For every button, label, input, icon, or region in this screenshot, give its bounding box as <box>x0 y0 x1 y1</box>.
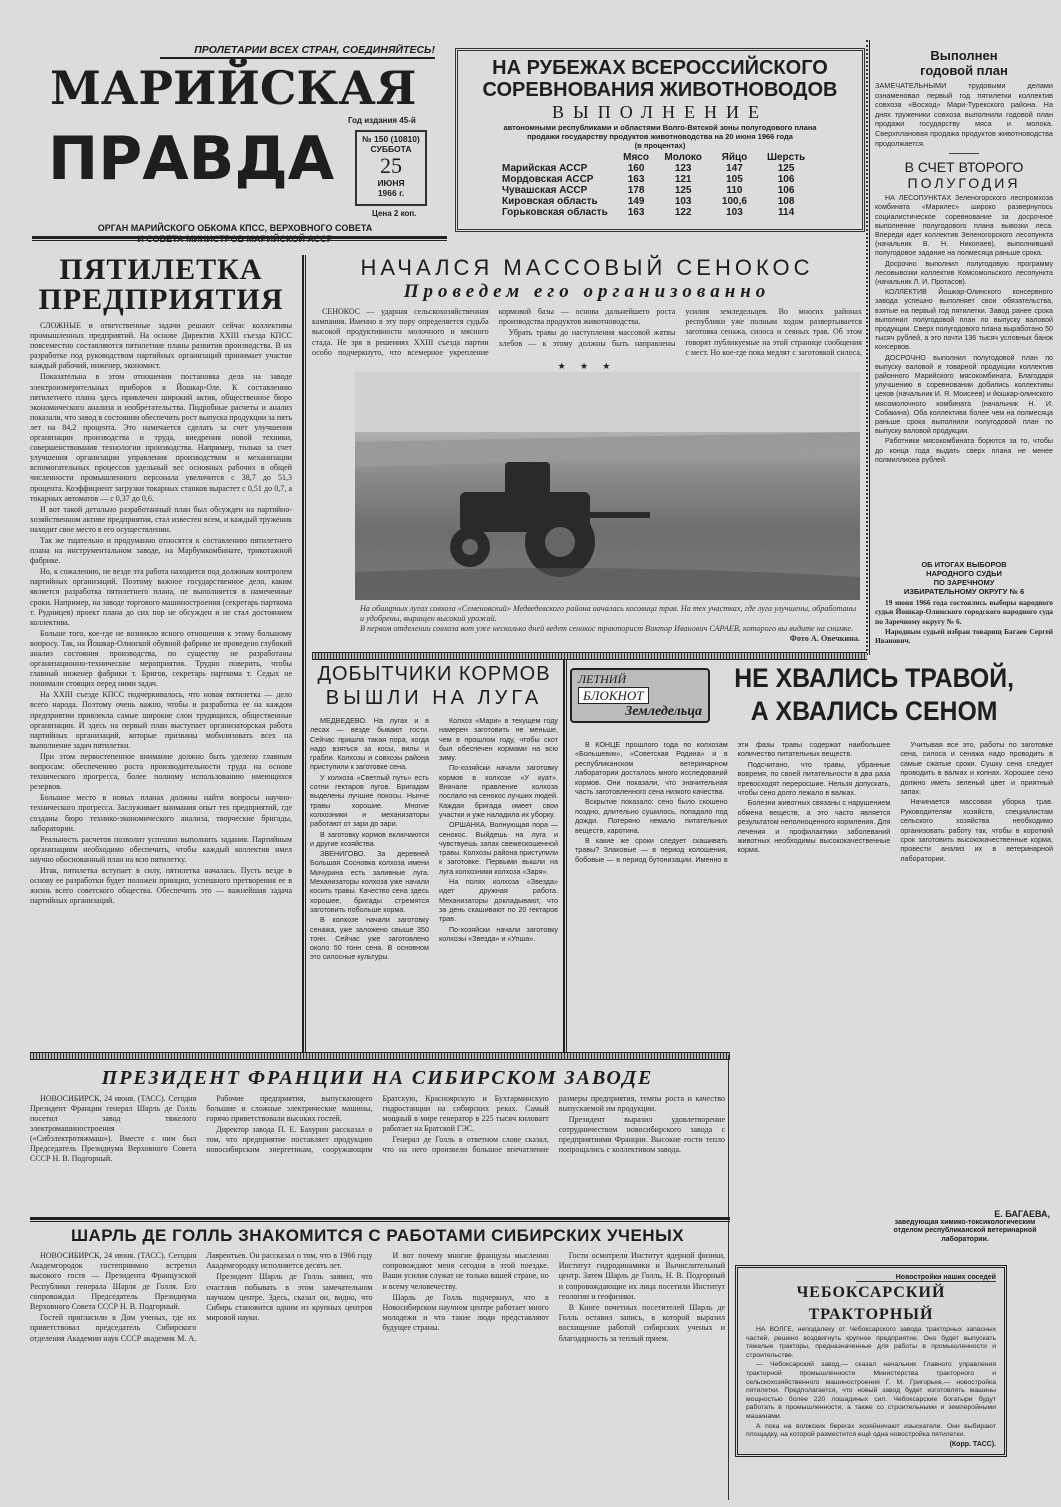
table-cell: 149 <box>627 196 645 207</box>
fodder-title1: ДОБЫТЧИКИ КОРМОВ <box>317 663 551 685</box>
competition-title2: СОРЕВНОВАНИЯ ЖИВОТНОВОДОВ <box>482 79 838 101</box>
paragraph: В какие же сроки следует скашивать травы? Злаковые — в период колошения, бобовые — в период бутонизации. Именно в эти фазы травы содержат наибольшее количество питательных веществ. <box>575 740 891 864</box>
five-year-title1: ПЯТИЛЕТКА <box>59 255 263 286</box>
five-year-title2: ПРЕДПРИЯТИЯ <box>38 283 284 316</box>
election-title2: НАРОДНОГО СУДЬИ <box>926 569 1002 578</box>
competition-desc <box>466 123 854 150</box>
table-cell: 103 <box>726 207 743 218</box>
paragraph: СЕНОКОС — ударная сельскохозяйственная кампания. Именно в эту пору определяется судьба высокой продуктивности молочного и мясного стада. Не зря в решениях XXIII съезда партии особо подчеркнуто, что всемерное укрепление кормовой базы — основа дальнейшего роста производства продуктов животноводства. <box>312 307 676 357</box>
table-cell: 163 <box>627 207 645 218</box>
half-text <box>875 194 1053 465</box>
election-title <box>875 560 1053 596</box>
paragraph: Подсчитано, что травы, убранные вовремя, по своей питательности в два раза превосходят переросшие. Нельзя допускать, чтобы сено долго лежало в валках. <box>737 759 891 798</box>
column-rule <box>563 660 567 1055</box>
date-year: 1966 г. <box>377 188 405 198</box>
paragraph: И вот почему многие французы мысленно сопровождают меня сегодня в этой поездке. Ваши усилия служат не только вашей стране, но и всему человечеству. <box>382 1251 549 1291</box>
table-cell: 114 <box>778 207 795 218</box>
price: Цена 2 коп. <box>372 209 417 218</box>
region-name: Марийская АССР <box>502 163 588 174</box>
issue-box <box>355 130 427 206</box>
organ-line2: И СОВЕТА МИНИСТРОВ МАРИЙСКОЙ АССР <box>137 234 333 244</box>
table-header <box>496 152 811 163</box>
table-cell: 123 <box>674 163 692 174</box>
paragraph: На полях колхоза «Звезда» идет дружная работа. Механизаторы докладывают, что за день скашивают по 20 гектаров трав. <box>439 877 558 924</box>
section-rule <box>30 1052 730 1060</box>
table-cell: 105 <box>726 174 743 185</box>
president-article <box>30 1066 725 1212</box>
plan-title <box>875 48 1053 78</box>
paragraph: Показательна в этом отношении постановка дела на заводе электроизмерительных приборов в Йошкар-Оле. К составлению пятилетнего плана здесь привлечен широкий актив, общественное бюро экономического анализа и изобретательства. Подробные расчеты и анализ показали, что завод в состоянии обеспечить рост выпуска продукции за пять лет на 84,2 процента. Это намечается сделать за счет улучшения организации производства и труда, внедрения новой техники, совершенствования технологии производства. Например, только за счет улучшения организации управления производством и механизации вспомогательных процессов удельный вес основных рабочих в общей численности промышленного персонала увеличится с 38,7 до 51,3 процента. Коэффициент загрузки токарных станков вырастет с 0,51 до 0,7, а токарных автоматов — с 0,37 до 0,6. <box>30 372 292 503</box>
paragraph: ДОСРОЧНО выполнил полугодовой план по выпуску валовой и товарной продукции коллектив районного Марийского мясокомбината. Благодаря улучшению в соревновании добились коллективы цехов (начальник И. Я. Моисеев) и йошкар-олинского мясомолочного комбината (начальник Н. И. Собакина). Оба коллектива более чем на полмесяца раньше срока выполнили полугодовой план по выпуску валовой продукции. <box>875 353 1053 436</box>
paragraph: НОВОСИБИРСК, 24 июня. (ТАСС). Сегодня Академгородок гостеприимно встретил высокого гостя — Президента Французской Республики генерала Шарля де Голля. Его сопровождал Председатель Президиума Верховного Совета СССР Н. В. Подгорный. <box>30 1251 197 1312</box>
paragraph: Большое место в новых планах должны найти вопросы научно-технического прогресса. Заслуживает внимания опыт тех предприятий, где созданы бюро технико-экономического анализа, творческие бригады, лаборатории. <box>30 793 292 833</box>
half-title <box>875 159 1053 191</box>
caption-line: На обширных лугах совхоза «Семеновский» Медведевского района началась косовица трав. На тех участках, где луга улучшены, обработаны и удобрены, выращен высокий урожай. <box>360 604 857 623</box>
paragraph: А пока на волжских берегах хозяйничают изыскатели. Они выбирают площадку, на которой разместится ещё одна новостройка пятилетки. <box>746 1422 996 1439</box>
table-cell: 121 <box>674 174 692 185</box>
competition-table <box>496 152 811 218</box>
table-cell: 100,6 <box>721 196 747 207</box>
paragraph: Президент выразил удовлетворение сотрудничеством новосибирского завода с предприятиями Франции. Высокие гости тепло попрощались с коллективом завода. <box>558 1115 725 1154</box>
fodder-text <box>310 716 558 962</box>
table-cell: 106 <box>777 174 795 185</box>
desc-line2: продажи государству продуктов животноводства на 20 июня 1966 года <box>527 132 793 141</box>
summer-text <box>575 740 1053 864</box>
paragraph: Гостей пригласили в Дом ученых, где их приветствовал председатель Сибирского отделения Академии наук СССР академик М. А. Лаврентьев. Он рассказал о том, что в 1966 году Академгородку исполняется десять лет. <box>30 1251 373 1343</box>
table-cell: 178 <box>627 185 645 196</box>
slogan: ПРОЛЕТАРИИ ВСЕХ СТРАН, СОЕДИНЯЙТЕСЬ! <box>160 43 435 59</box>
paragraph: Так же тщательно и продуманно относятся к составлению пятилетнего плана на инструментальном заводе, на Марбумкомбинате, трикотажной фабрике. <box>30 535 292 566</box>
section-rule <box>30 1217 730 1222</box>
table-cell: 125 <box>777 163 795 174</box>
paragraph: В Книге почетных посетителей Шарль де Голль оставил запись, в которой выразил восхищение работой сибирских ученых и благодарность за теплый прием. <box>558 1303 725 1343</box>
paragraph: Начинается массовая уборка трав. Руководителям хозяйств, специалистам сельского хозяйства необходимо организовать работу так, чтобы в короткий срок заготовить высококачественные корма, провести анализ их в ветеринарной лаборатории. <box>900 797 1053 863</box>
plan-title1: Выполнен <box>930 48 998 63</box>
degaulle-article <box>30 1225 725 1344</box>
table-cell: 122 <box>674 207 692 218</box>
column-rule <box>302 255 306 1055</box>
region-name: Чувашская АССР <box>502 185 588 196</box>
paragraph: Учитывая все это, работы по заготовке сена, силоса и сенажа надо проводить в самые сжатые сроки. Сушку сена следует проводить в валках и копнах. Хорошее сено должно иметь зеленый цвет и приятный запах. <box>900 740 1053 797</box>
paragraph: В КОНЦЕ прошлого года по колхозам «Большевик», «Советская Родина» и в республиканском ветеринарном лаборатории досталось много исследований кормов. Они показали, что значительная часть заготовленного сена низкого качества. <box>575 740 728 797</box>
masthead <box>30 40 450 244</box>
organ-line1: ОРГАН МАРИЙСКОГО ОБКОМА КПСС, ВЕРХОВНОГО СОВЕТА <box>97 223 373 233</box>
day: 25 <box>380 153 402 178</box>
table-cell: 106 <box>777 185 795 196</box>
table-row <box>496 196 811 207</box>
signature-name: Е. БАГАЕВА, <box>994 1209 1050 1219</box>
table-cell: 163 <box>627 174 645 185</box>
right-column <box>875 48 1053 466</box>
paragraph: Директор завода П. Е. Бахурин рассказал о том, что предприятие поставляет продукцию новосибирским энергетикам, сооружающим Братскую, Красноярскую и Бухтарминскую гидростанции на сибирских реках. Самый мощный в мире генератор в 225 тысяч киловатт работает на Братской ГЭС. <box>206 1094 549 1154</box>
five-year-article <box>30 255 292 1050</box>
section-rule <box>312 652 867 660</box>
paragraph: — Чебоксарский завод,— сказал начальник Главного управления тракторной промышленности Министерства тракторного и сельскохозяйственного машиностроения Г. М. Григорьев,— новостройка пятилетки. Предполагается, что новый завод будет изготовлять машины мощностью более 220 лошадиных сил. Чебоксарские богатыри будут работать в промышленности, а также со строительными и землеройными машинами. <box>746 1361 996 1420</box>
paragraph: Шарль де Голль подчеркнул, что в Новосибирском научном центре работает много молодежи и что такие люди представляют будущее страны. <box>382 1292 549 1333</box>
president-text <box>30 1094 725 1212</box>
paragraph: НА ВОЛГЕ, неподалеку от Чебоксарского завода тракторных запасных частей, решено воздвигнуть крупное предприятие. Оно будет выпускать тяжелые тракторы, предназначенные для работы в промышленности и строительстве. <box>746 1326 996 1359</box>
paragraph: СЛОЖНЫЕ и ответственные задачи решают сейчас коллективы промышленных предприятий. На основе Директив XXIII съезда КПСС повсеместно составляются пятилетние планы развития производства. В их разработке под руководством партийных организаций принимает участие каждый рабочий, инженер, экономист. <box>30 321 292 371</box>
paragraph: По-хозяйски начали заготовку кормов в колхозе «У куат». Вначале правление колхоза послало на сенокос лучших людей. Каждая бригада имеет свои участки и уже наладила их уборку. <box>439 763 558 819</box>
haymaking-photo <box>355 372 860 600</box>
paragraph: Досрочно выполнил полугодовую программу лесовывозки коллектив Комсомольского лесопункта (начальник Л. И. Протасов). <box>875 259 1053 286</box>
paragraph: И вот такой детально разработанный план был обсужден на партийно-хозяйственном активе предприятия, стал известен всем, и каждый труженик находит свое место в его осуществлении. <box>30 504 292 534</box>
five-year-text <box>30 321 292 906</box>
paragraph: На XXIII съезде КПСС подчеркивалось, что новая пятилетка — дело всего народа. Поэтому очень важно, чтобы и разработка ее на каждом предприятии привлекла самые широкие слои трудящихся, общественные организации. И здесь на первый план выступает организаторская работа партийных организаций, которые призваны мобилизовать всех на выполнение задач пятилетки. <box>30 690 292 750</box>
table-cell: 103 <box>674 196 692 207</box>
paragraph: В колхозе начали заготовку сенажа, уже заложено свыше 350 тонн. Сейчас уже заготовлено около 50 тонн сена. В основном это силосные культуры. <box>310 915 429 962</box>
paragraph: Работники мясокомбината борются за то, чтобы до конца года выдать сверх плана не менее полмиллиона рублей. <box>875 437 1053 464</box>
summer-title1: НЕ ХВАЛИСЬ ТРАВОЙ, <box>734 663 1014 693</box>
region-name: Кировская область <box>502 196 598 207</box>
election-text <box>875 598 1053 645</box>
table-row <box>496 207 811 218</box>
haymaking-text <box>312 307 862 359</box>
president-title: ПРЕЗИДЕНТ ФРАНЦИИ НА СИБИРСКОМ ЗАВОДЕ <box>101 1067 654 1089</box>
header-blank <box>496 152 614 163</box>
degaulle-text <box>30 1251 725 1344</box>
region-name: Горьковская область <box>502 207 608 218</box>
haymaking-article <box>312 255 862 372</box>
election-title4: ИЗБИРАТЕЛЬНОМУ ОКРУГУ № 6 <box>903 587 1025 596</box>
paragraph: Гости осмотрели Институт ядерной физики, Институт гидродинамики и Вычислительный центр. Затем Шарль де Голль, Н. В. Подгорный и сопровождающие их лица посетили Институт геологии и геофизики. <box>558 1251 725 1301</box>
tractor-text <box>746 1326 996 1440</box>
table-cell: 160 <box>627 163 645 174</box>
competition-subtitle: ВЫПОЛНЕНИЕ <box>552 102 768 122</box>
masthead-rule <box>32 236 447 241</box>
paragraph: Убрать травы до наступления массовой жатвы хлебов — к этому должны быть направлены усилия земледельцев. Во многих районах республики уже полным ходом развертывается заготовка сенажа, силоса и сеяных трав. Об этом говорят публикуемые на этой странице сообщения с мест. Но кое-где пока медлят с заготовкой силоса, <box>498 307 862 357</box>
table-cell: 147 <box>726 163 743 174</box>
column-rule <box>728 1055 729 1500</box>
weekday: СУББОТА <box>370 144 412 154</box>
tractor-rubric: Новостройки наших соседей <box>856 1274 996 1282</box>
five-year-title <box>30 255 292 315</box>
table-row <box>496 185 811 196</box>
title-line2: ПРАВДА <box>48 124 335 194</box>
fodder-title2: ВЫШЛИ НА ЛУГА <box>325 687 543 709</box>
summer-title <box>720 662 1028 728</box>
month: ИЮНЯ <box>377 178 405 188</box>
paragraph: Но, к сожалению, не везде эта работа находится под должным контролем партийных организаций. Поэтому важное государственное дело, каким является разработка пятилетнего плана, не выполняется в намеченные сроки. Например, на заводе торгового машиностроения (секретарь парткома т. Рудницев) проект плана до сих пор не обсужден и не стал достоянием коллектива. <box>30 567 292 627</box>
badge-line1: ЛЕТНИЙ <box>578 672 627 686</box>
table-row <box>496 163 811 174</box>
unit: (в процентах) <box>634 141 686 150</box>
paragraph: Болезни животных связаны с нарушением обмена веществ, а это часто является результатом неполноценного кормления. Для лечения и профилактики заболеваний животных необходимы высококачественные корма. <box>737 798 891 855</box>
paragraph: В заготовку кормов включаются и другие хозяйства. <box>310 829 429 848</box>
paragraph: НОВОСИБИРСК, 24 июня. (ТАСС). Сегодня Президент Франции генерал Шарль де Голль посетил завод тяжелого электромашиностроения («Сибэлектротяжмаш»). Вместе с ним был Председатель Президиума Верховного Совета СССР Н. В. Подгорный. <box>30 1094 197 1163</box>
paragraph: У колхоза «Светлый путь» есть сотни гектаров лугов. Бригадам выделены лучшие покосы. Нынче травы хорошие. Многие колхозники и механизаторы работают от зари до зари. <box>310 772 429 829</box>
paragraph: ОРШАНКА. Волнующая пора — сенокос. Выйдешь на луга и чувствуешь запах свежескошенной травы. Колхозы района приступили к заготовке. Первыми вышли на луга колхозники колхоза «Заря». <box>439 820 558 876</box>
fodder-article <box>310 662 558 1052</box>
organ-line <box>40 223 430 245</box>
paragraph: 19 июня 1966 года состоялись выборы народного судьи Йошкар-Олинского городского народного суда по Заречному округу № 6. <box>875 598 1053 626</box>
paragraph: Итак, пятилетка вступает в силу, пятилетка началась. Пусть везде в основу ее разработки будет положен принцип, успешного претворения ее в жизнь всего советского общества. Обеспечить это — важнейшая задача партийных организаций. <box>30 865 292 906</box>
haymaking-title: НАЧАЛСЯ МАССОВЫЙ СЕНОКОС <box>360 255 814 280</box>
half-title2: ПОЛУГОДИЯ <box>907 175 1021 192</box>
paragraph: Народным судьей избран товарищ Багаев Сергей Иванович. <box>875 626 1053 646</box>
paragraph: Президент Шарль де Голль заявил, что счастлив побывать в этом замечательном научном центре. Здесь, сказал он, видно, что Сибирь становится одним из крупных центров мировой науки. <box>206 1272 373 1323</box>
half-title1: В СЧЕТ ВТОРОГО <box>904 159 1024 176</box>
table-cell: 110 <box>726 185 743 196</box>
summer-badge <box>570 668 710 723</box>
tractor-credit: (Корр. ТАСС). <box>949 1440 996 1448</box>
paragraph: Больше того, кое-где не возникло ясного отношения к этому большому вопросу. Так, на Йошкар-Олинской обувной фабрике не проведено глубокий анализ состояния производства, по существу не разработаны организационно-технические мероприятия. Трудно поверить, чтобы главный инженер фабрики т. Бригов, секретарь парткома т. Седых не понимали стоящих перед ними задач. <box>30 628 292 689</box>
photo-caption <box>360 604 860 644</box>
paragraph: МЕДВЕДЕВО. На лугах и в лесах — везде бывают гости. Сейчас пришла такая пора, когда надо взяться за косы, вилы и грабли. Колхозы и совхозы района приступили к заготовке сена. <box>310 716 429 772</box>
badge-line2: БЛОКНОТ <box>578 687 649 704</box>
summer-title2: А ХВАЛИСЬ СЕНОМ <box>750 696 998 726</box>
election-title1: ОБ ИТОГАХ ВЫБОРОВ <box>921 560 1007 569</box>
haymaking-subtitle: Проведем его организованно <box>403 281 771 302</box>
plan-title2: годовой план <box>920 63 1008 78</box>
title-line1: МАРИЙСКАЯ <box>50 61 417 115</box>
paragraph: Реальность расчетов позволит успешно выполнить задания. Партийным организациям необходимо обеспечить, чтобы каждый коллектив имел научно обоснованный план на всю пятилетку. <box>30 834 292 864</box>
paragraph: Колхоз «Мари» в текущем году намерен заготовить не меньше, чем в прошлом году, чтобы скот был обеспечен кормами на всю зиму. <box>439 716 558 763</box>
tractor-box <box>735 1265 1007 1457</box>
col-header: Шерсть <box>766 152 806 163</box>
competition-box <box>455 48 865 232</box>
photo-credit: Фото А. Овечкина. <box>789 634 860 643</box>
degaulle-title: ШАРЛЬ ДЕ ГОЛЛЬ ЗНАКОМИТСЯ С РАБОТАМИ СИБИРСКИХ УЧЕНЫХ <box>70 1226 685 1245</box>
right-column-rule <box>866 40 870 655</box>
table-row <box>496 174 811 185</box>
paragraph: Генерал де Голль в ответном слове сказал, что на него произвели большое впечатление размеры предприятия, темпы роста и качество выпускаемой им продукции. <box>382 1094 725 1154</box>
issue-number: № 150 (10810) <box>362 134 420 144</box>
desc-line1: автономными республиками и областями Волго-Вятской зоны полугодового плана <box>503 123 817 132</box>
plan-text: ЗАМЕЧАТЕЛЬНЫМИ трудовыми делами ознаменовал первый год пятилетки коллектив совхоза «Восход» Мари-Турекского района. На днях труженики совхоза выполнили годовой план продажи государству мяса и молока. Сверхплановая продажа продуктов животноводства продолжается. <box>875 81 1053 148</box>
table-cell: 108 <box>777 196 795 207</box>
paragraph: НА ЛЕСОПУНКТАХ Зеленогорского леспромхоза комбината «Марилес» широко развернулось социалистическое соревнование за досрочное выполнение полугодового плана вывозки леса. Впереди идет коллектив Зеленогорского лесопункта (начальник В. Н. Николаев), выполнивший полугодовое задание на полмесяца раньше срока. <box>875 194 1053 258</box>
stars: ★ ★ ★ <box>557 361 617 371</box>
badge-line3: Земледельца <box>625 704 702 719</box>
tractor-title: ЧЕБОКСАРСКИЙ ТРАКТОРНЫЙ <box>796 1284 946 1323</box>
paragraph: При этом первостепенное внимание должно быть уделено главным вопросам: обеспечению роста производительности труда на основе технического прогресса, более полному использованию имеющихся резервов. <box>30 751 292 792</box>
region-name: Мордовская АССР <box>502 174 594 185</box>
edition-year: Год издания 45-й <box>348 116 416 125</box>
fodder-title <box>310 662 558 710</box>
table-cell: 125 <box>674 185 692 196</box>
col-header: Мясо <box>623 152 649 163</box>
col-header: Яйцо <box>721 152 748 163</box>
paragraph: По-хозяйски начали заготовку колхозы «Звезда» и «Упша». <box>439 924 558 943</box>
summer-signature <box>880 1210 1050 1244</box>
election-title3: ПО ЗАРЕЧНОМУ <box>933 578 995 587</box>
paragraph: Рабочие предприятия, выпускающего большие и сложные электрические машины, горячо приветствовали высоких гостей. <box>206 1094 373 1123</box>
tractor-illustration <box>355 372 860 600</box>
col-header: Молоко <box>664 152 702 163</box>
paragraph: ЗВЕНИГОВО. За деревней Большая Сосновка колхоза имени Мичурина есть заливные луга. Механизаторы колхоза уже начали косить травы. Качество сена здесь хорошее, бригады стремятся заготовить побольше корма. <box>310 849 429 914</box>
caption-line: В первом отделении совхоза вот уже несколько дней ведет сенокос тракторист Виктор Иванович САРАЕВ, которого вы видите на снимке. <box>360 624 854 633</box>
paragraph: КОЛЛЕКТИВ Йошкар-Олинского консервного завода успешно выполняет свои обязательства, взятые на первый год пятилетки. Завод ранее срока выполнил полугодовой план по выпуску валовой продукции. Сверх полугодового плана выработано 50 тысяч рублей, а это почти 136 тысяч условных банок консервов. <box>875 288 1053 352</box>
competition-title1: НА РУБЕЖАХ ВСЕРОССИЙСКОГО <box>492 57 828 79</box>
divider <box>949 153 979 154</box>
signature-role: заведующая химико-токсикологическим отделом республиканской ветеринарной лаборатории. <box>893 1218 1037 1243</box>
election-box <box>875 560 1053 646</box>
paragraph: Вскрытие показало: сено было скошено поздно, длительно сушилось, попадало под дожди. Потеряно немало питательных веществ, каротина. <box>575 797 728 835</box>
